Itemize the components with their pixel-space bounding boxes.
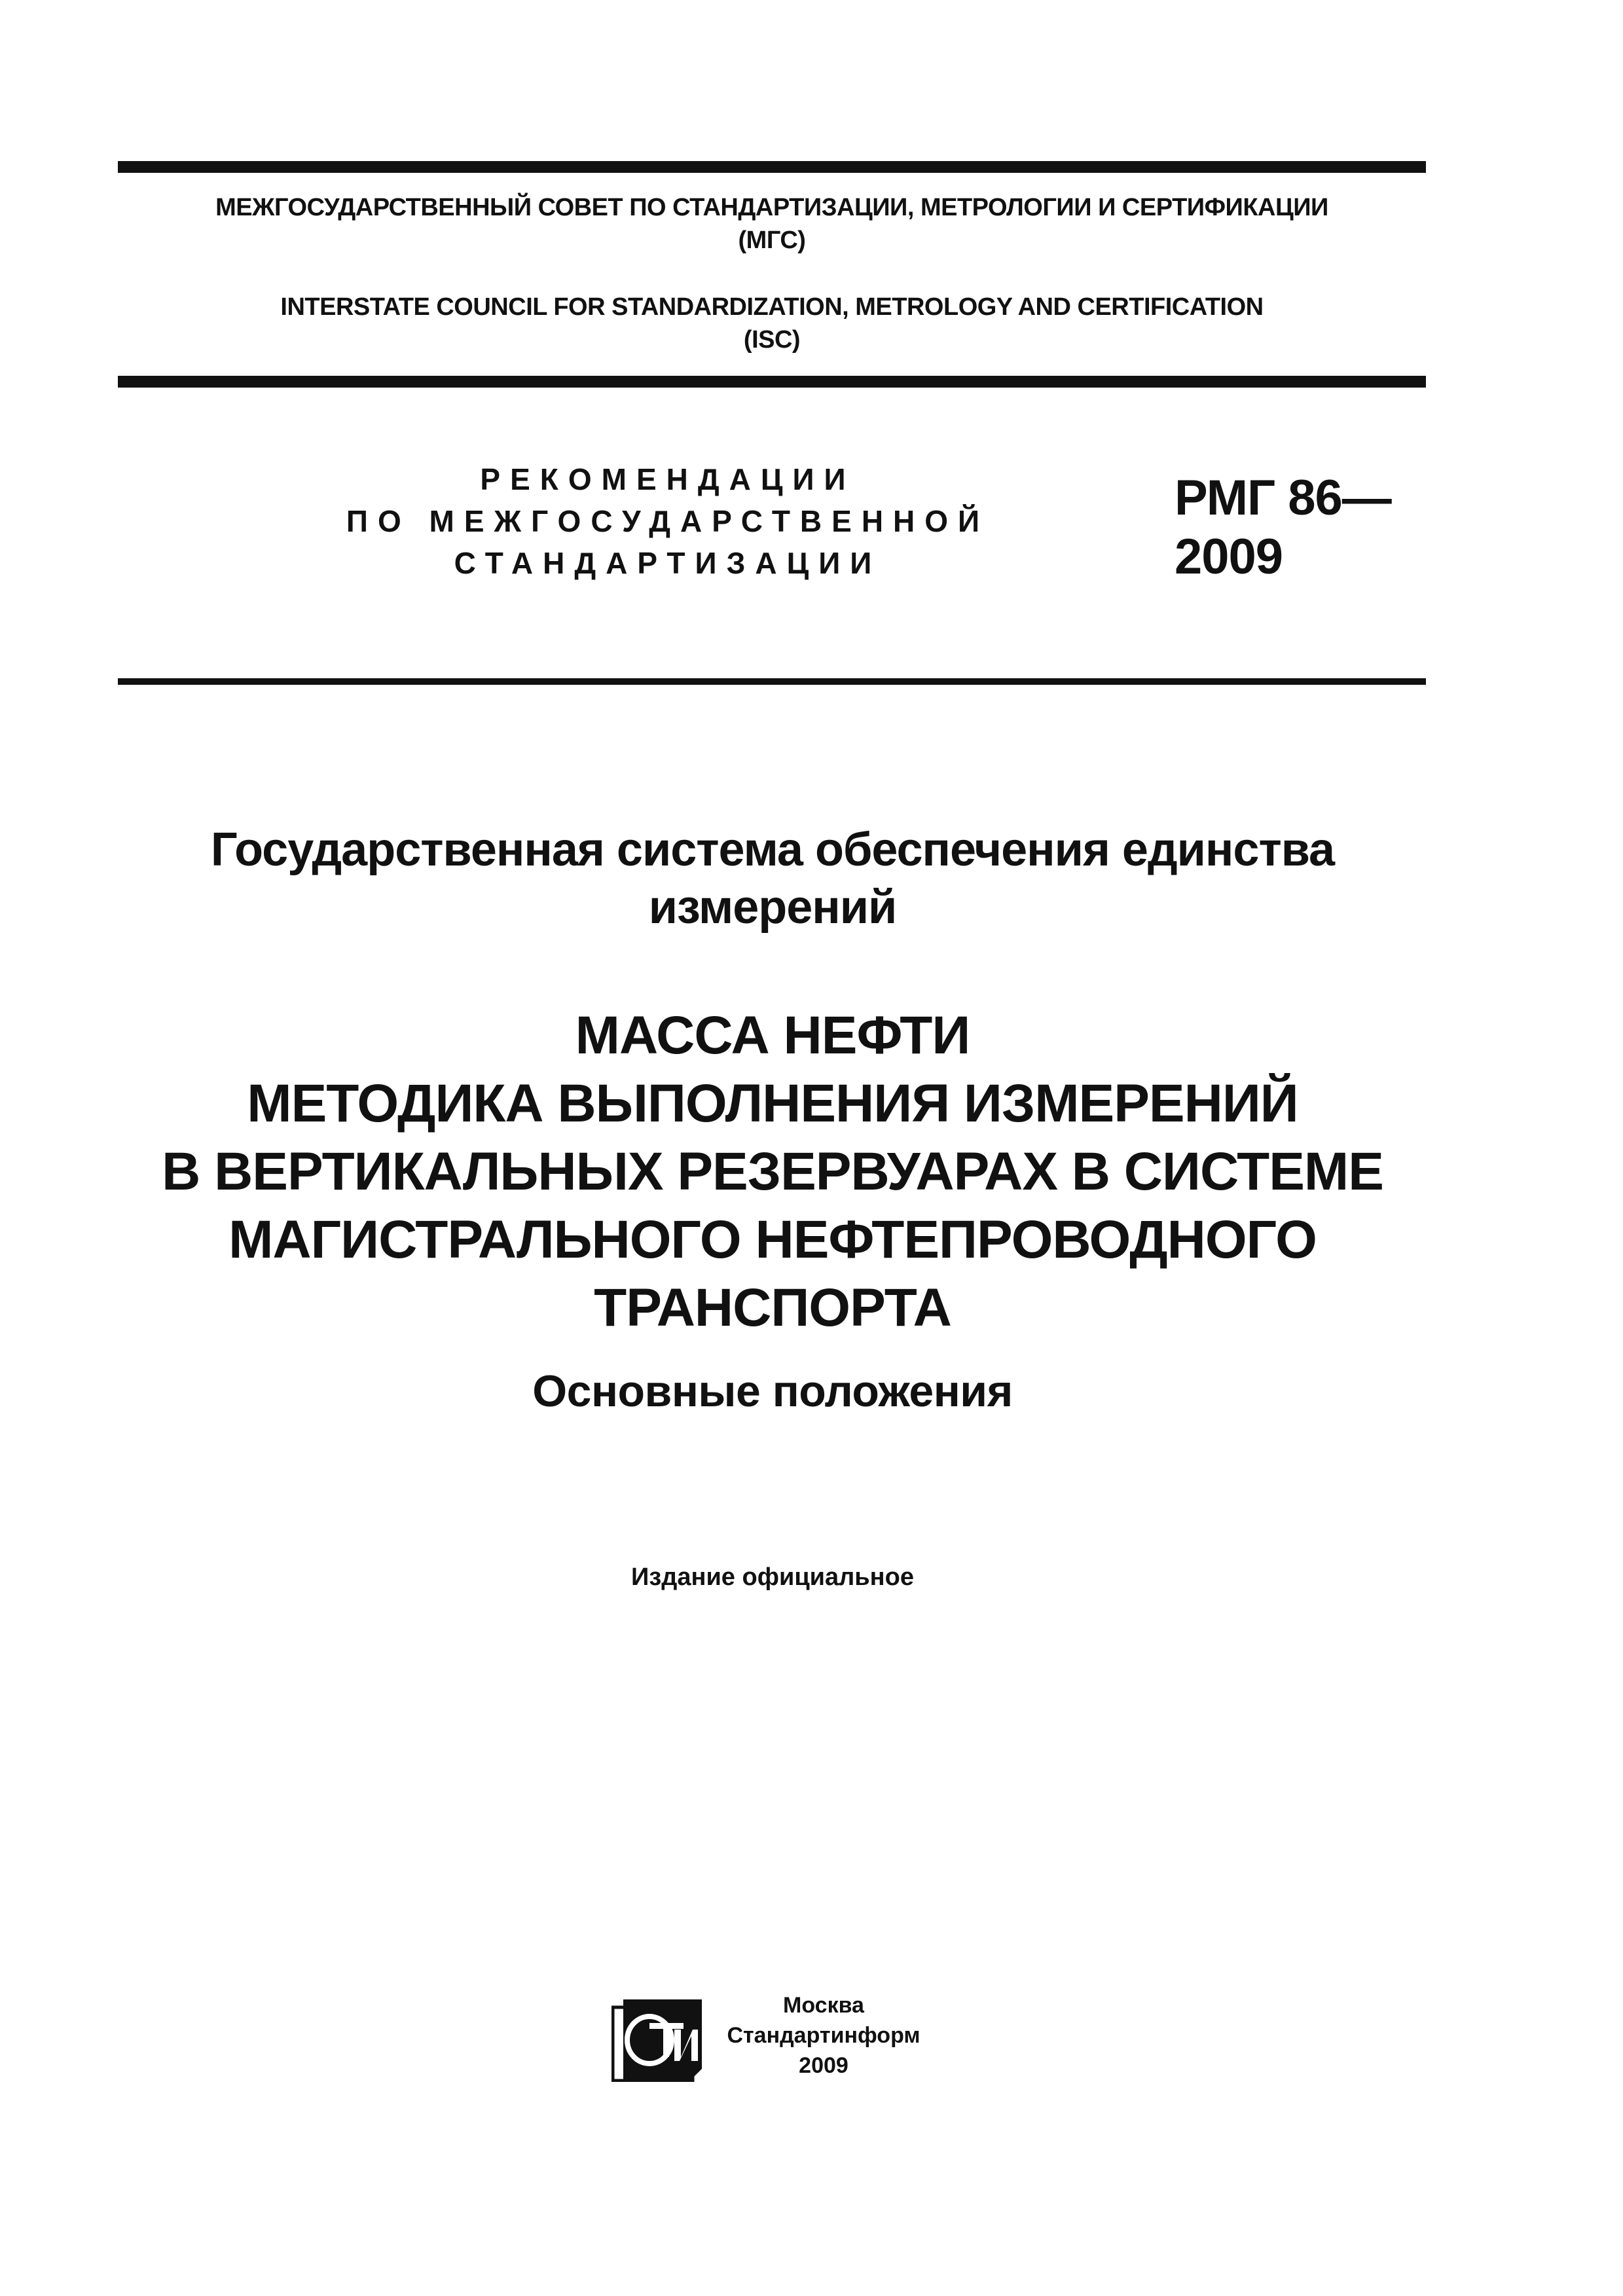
document-title-line: МАГИСТРАЛЬНОГО НЕФТЕПРОВОДНОГО: [228, 1210, 1317, 1269]
document-title: [118, 1002, 1427, 1342]
recommendation-line: РЕКОМЕНДАЦИИ: [480, 462, 856, 496]
standartinform-logo-icon: [611, 1998, 703, 2082]
council-name-ru: МЕЖГОСУДАРСТВЕННЫЙ СОВЕТ ПО СТАНДАРТИЗАЦИИ, МЕТРОЛОГИИ И СЕРТИФИКАЦИИ: [215, 194, 1328, 221]
document-title-line: МЕТОДИКА ВЫПОЛНЕНИЯ ИЗМЕРЕНИЙ: [247, 1074, 1298, 1133]
council-bottom-divider: [118, 376, 1426, 388]
council-name-en: INTERSTATE COUNCIL FOR STANDARDIZATION, METROLOGY AND CERTIFICATION: [280, 293, 1264, 321]
header-bottom-divider: [118, 678, 1426, 685]
edition-note: Издание официальное: [631, 1563, 914, 1591]
recommendation-line: СТАНДАРТИЗАЦИИ: [454, 546, 882, 580]
top-divider: [118, 161, 1426, 173]
document-title-line: МАССА НЕФТИ: [575, 1006, 970, 1065]
imprint-city: Москва: [783, 1993, 864, 2018]
series-title: [118, 821, 1427, 936]
recommendation-line: ПО МЕЖГОСУДАРСТВЕННОЙ: [346, 504, 990, 538]
council-name-russian: [118, 191, 1426, 257]
document-subtitle: Основные положения: [532, 1366, 1013, 1416]
series-title-line: Государственная система обеспечения единства: [210, 824, 1335, 876]
document-title-line: ТРАНСПОРТА: [594, 1278, 951, 1338]
imprint-year: 2009: [799, 2053, 848, 2078]
series-title-line: измерений: [648, 881, 897, 934]
document-title-line: В ВЕРТИКАЛЬНЫХ РЕЗЕРВУАРАХ В СИСТЕМЕ: [162, 1142, 1383, 1201]
designation-year: 2009: [1175, 529, 1283, 585]
council-abbr-ru: (МГС): [738, 227, 806, 254]
publisher-imprint: [725, 1990, 922, 2081]
imprint-publisher: Стандартинформ: [727, 2023, 921, 2048]
standard-designation: [1175, 469, 1436, 587]
council-name-english: [118, 291, 1426, 356]
designation-code: РМГ 86—: [1175, 470, 1391, 526]
council-abbr-en: (ISC): [743, 326, 801, 354]
recommendation-heading: [275, 458, 1061, 584]
